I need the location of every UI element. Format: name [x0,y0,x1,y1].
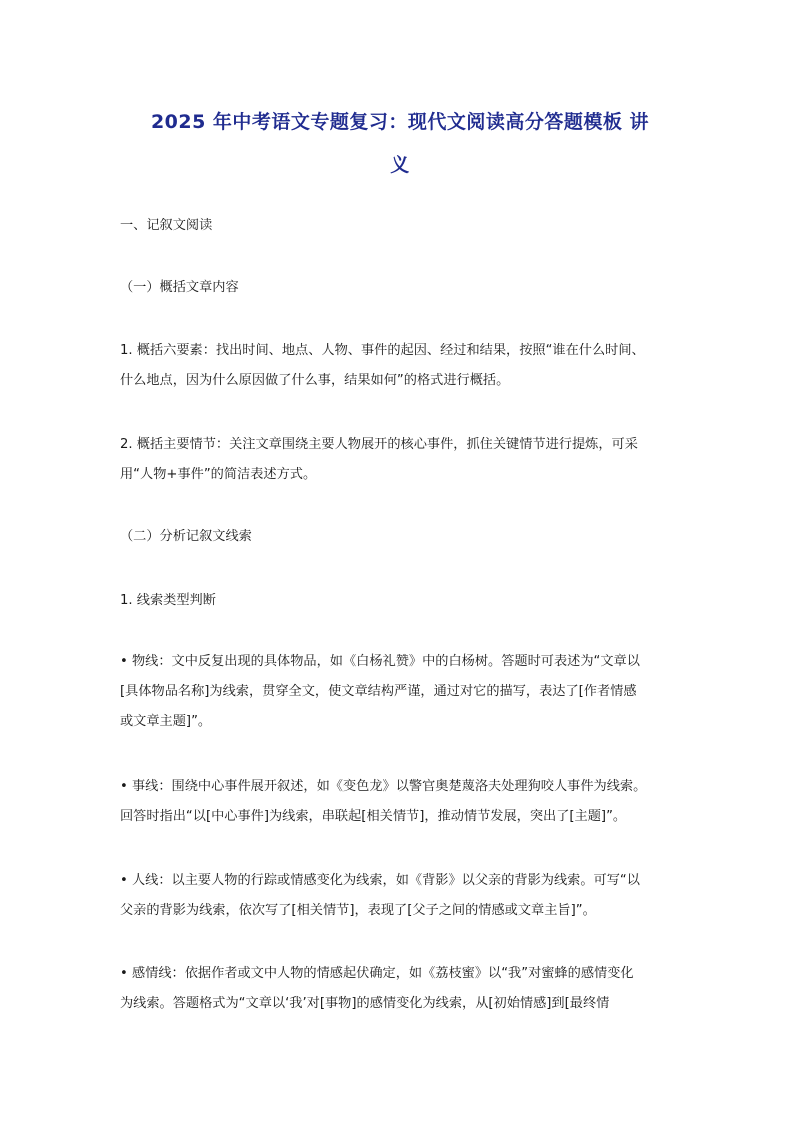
bullet-object-clue [120,647,680,737]
text-line: 为线索。答题格式为“文章以‘我’对[事物]的感情变化为线索，从[初始情感]到[最终情 [120,996,610,1011]
text-line: 2. 概括主要情节：关注文章围绕主要人物展开的核心事件，抓住关键情节进行提炼，可采 [120,437,638,452]
section-heading-narrative-reading: 一、记叙文阅读 [120,218,213,233]
text-line: • 人线：以主要人物的行踪或情感变化为线索，如《背影》以父亲的背影为线索。可写“以 [120,873,640,888]
text-line: • 物线：文中反复出现的具体物品，如《白杨礼赞》中的白杨树。答题时可表述为“文章以 [120,654,640,669]
text-line: 什么地点，因为什么原因做了什么事，结果如何”的格式进行概括。 [120,373,510,388]
text-line: • 事线：围绕中心事件展开叙述，如《变色龙》以警官奥楚蔑洛夫处理狗咬人事件为线索。 [120,779,647,794]
text-line: 1. 概括六要素：找出时间、地点、人物、事件的起因、经过和结果，按照“谁在什么时间、 [120,343,645,358]
text-line: [具体物品名称]为线索，贯穿全文，使文章结构严谨，通过对它的描写，表达了[作者情感 [120,684,637,699]
item-six-elements [120,336,680,396]
text-line: 用“人物+事件”的简洁表述方式。 [120,467,317,482]
item-main-plot [120,430,680,490]
text-line: 或文章主题]”。 [120,714,212,729]
bullet-emotion-clue [120,959,680,1019]
subsection-heading-clues: （二）分析记叙文线索 [120,529,252,544]
bullet-person-clue [120,866,680,926]
text-line: • 感情线：依据作者或文中人物的情感起伏确定，如《荔枝蜜》以“我”对蜜蜂的感情变化 [120,966,634,981]
document-title-line-2: 义 [390,154,410,176]
bullet-event-clue [120,772,680,832]
subsection-heading-summarize: （一）概括文章内容 [120,280,239,295]
text-line: 回答时指出“以[中心事件]为线索，串联起[相关情节]，推动情节发展，突出了[主题]”。 [120,809,627,824]
document-title-line-1: 2025 年中考语文专题复习：现代文阅读高分答题模板 讲 [150,111,650,133]
item-clue-type: 1. 线索类型判断 [120,593,216,608]
text-line: 父亲的背影为线索，依次写了[相关情节]，表现了[父子之间的情感或文章主旨]”。 [120,903,596,918]
